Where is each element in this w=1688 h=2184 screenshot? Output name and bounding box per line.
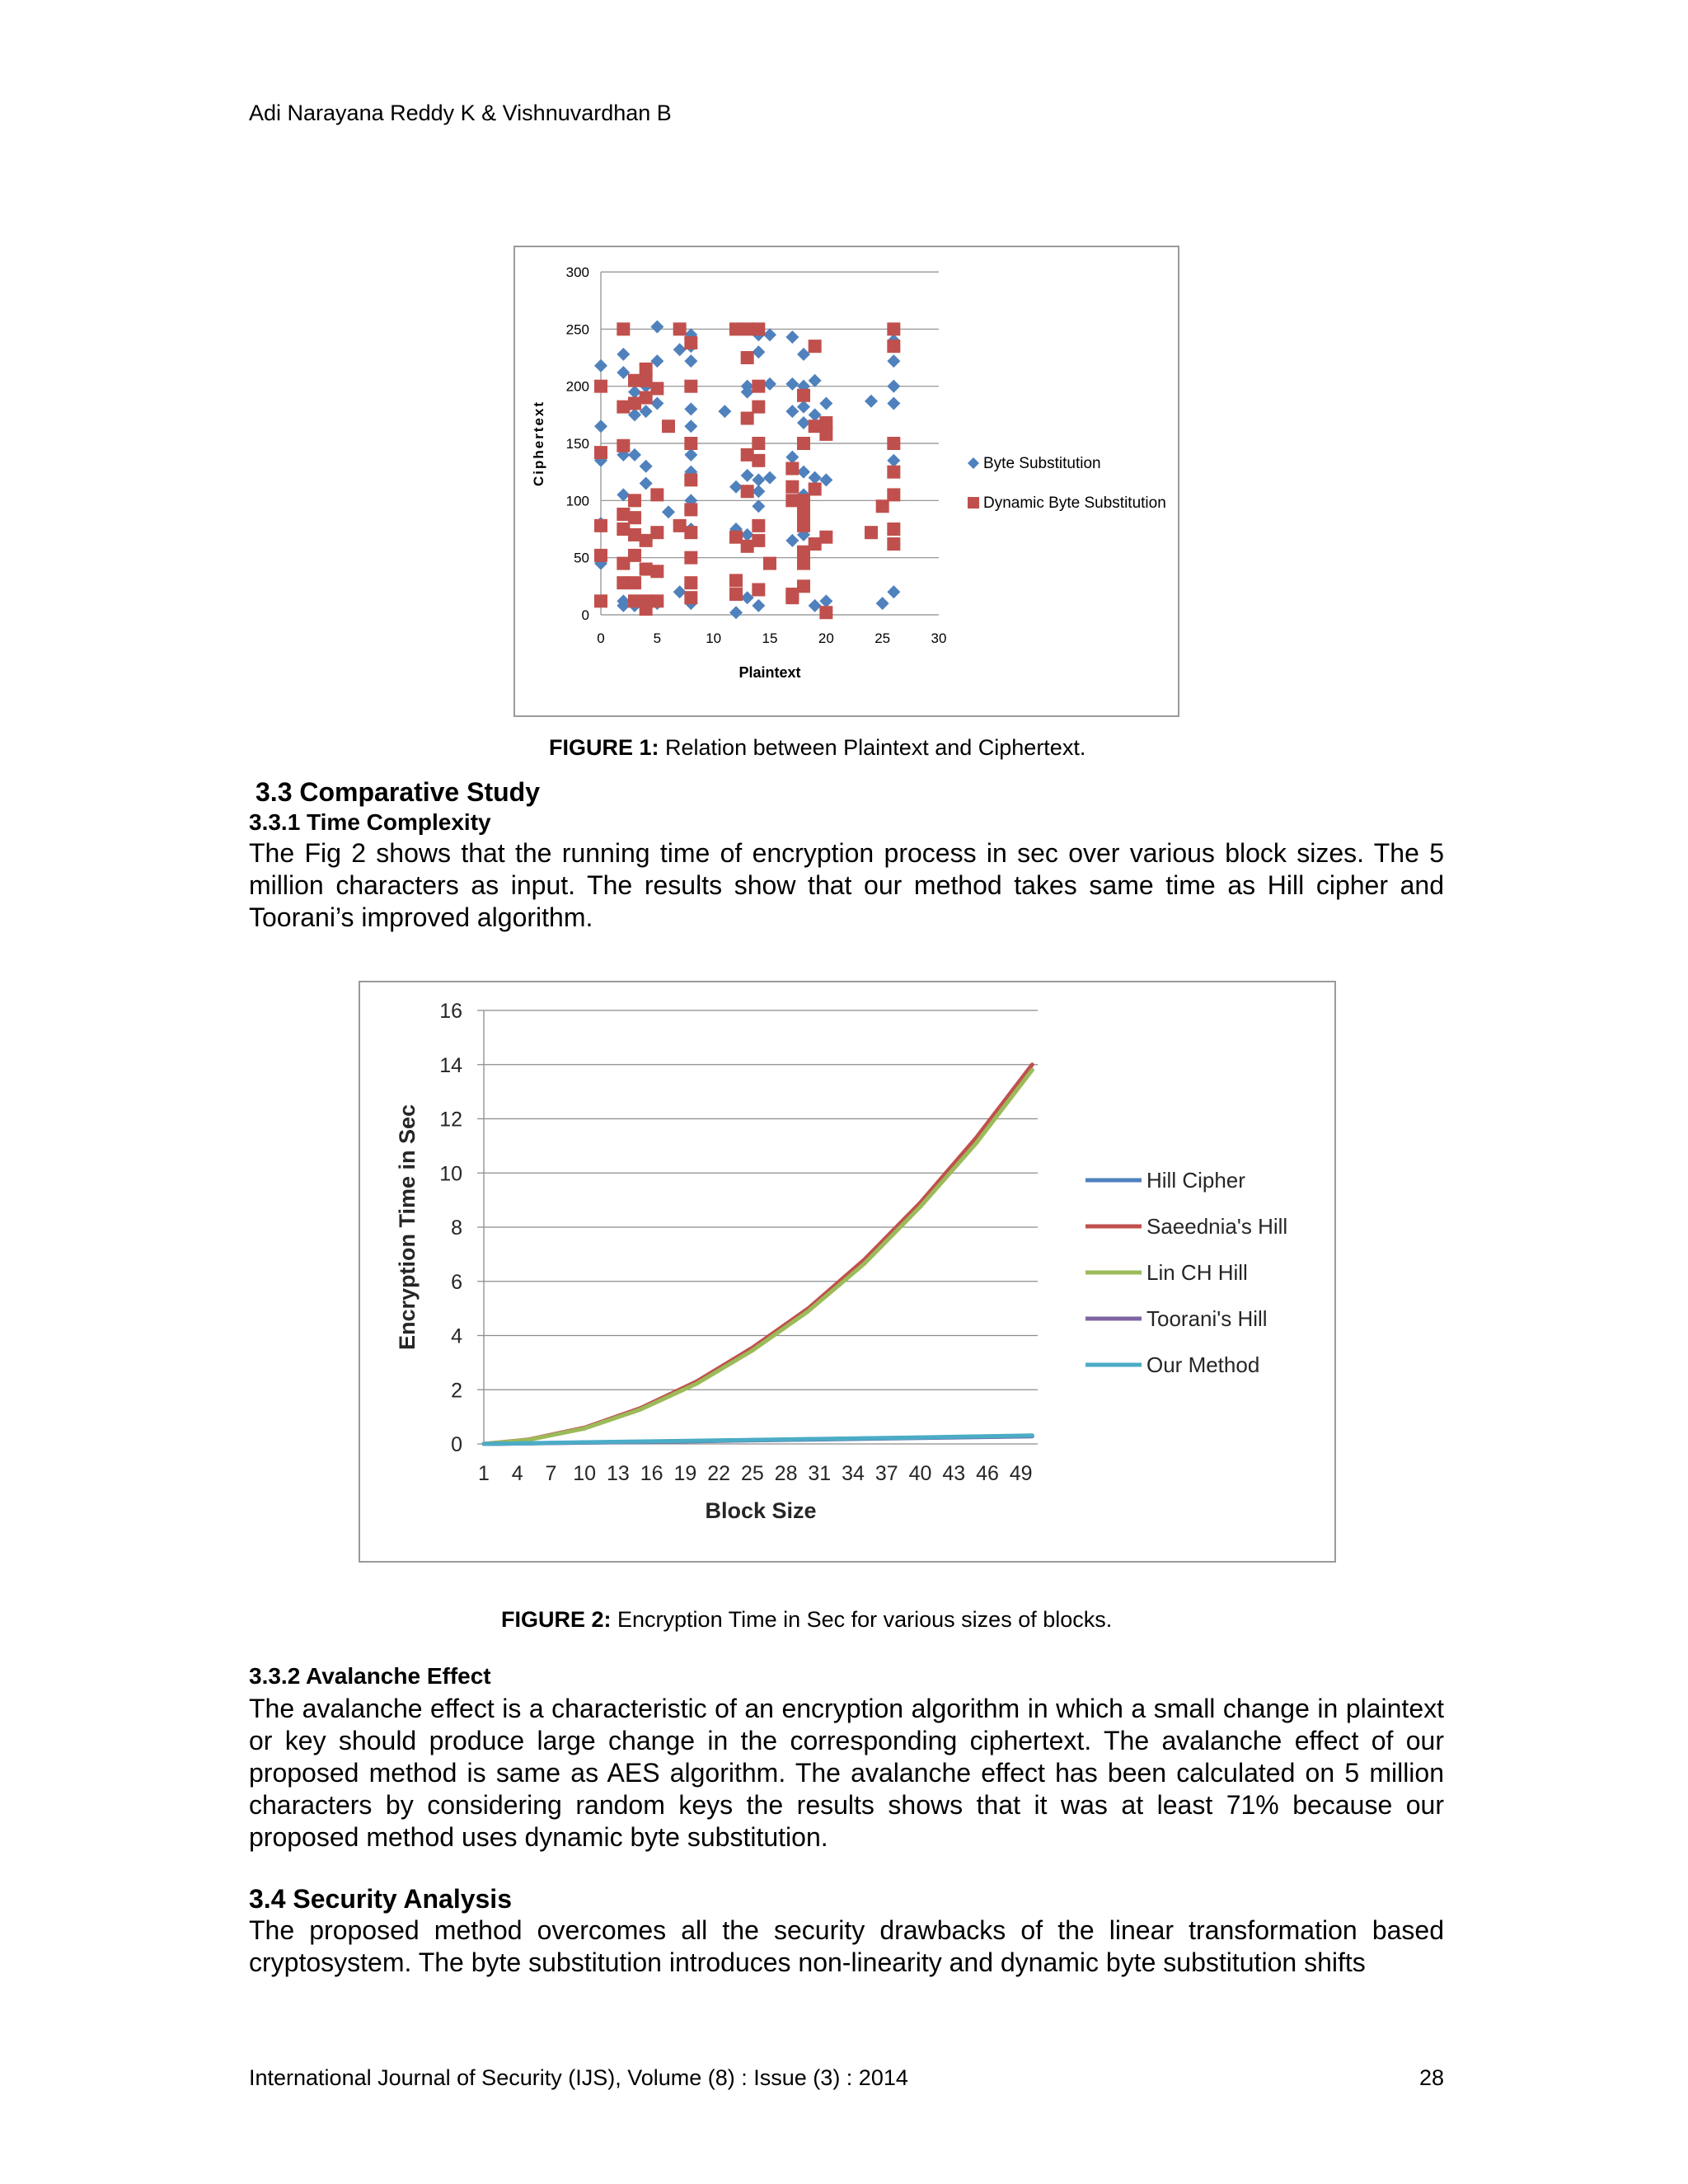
- figure-2-caption-text: Encryption Time in Sec for various sizes of blocks.: [611, 1607, 1113, 1632]
- byte-substitution-point: [797, 466, 810, 479]
- byte-substitution-point: [729, 606, 743, 619]
- legend-label: Toorani's Hill: [1146, 1306, 1268, 1331]
- x-tick-label: 25: [740, 1462, 764, 1485]
- x-tick-label: 0: [597, 630, 605, 646]
- figure-2-chart-frame: [359, 981, 1336, 1563]
- legend-marker-diamond: [968, 457, 979, 469]
- x-tick-label: 46: [976, 1462, 999, 1485]
- x-axis-title: Block Size: [705, 1498, 817, 1523]
- section-3-3-1-heading: 3.3.1 Time Complexity: [249, 809, 491, 835]
- series-line-lin-ch-hill: [484, 1070, 1032, 1444]
- byte-substitution-point: [617, 366, 630, 379]
- y-axis-title: Ciphertext: [531, 400, 546, 487]
- dynamic-byte-substitution-point: [628, 594, 641, 607]
- y-tick-label: 16: [439, 1000, 462, 1023]
- figure-1-caption: [549, 735, 1085, 761]
- section-3-4-paragraph: The proposed method overcomes all the security drawbacks of the linear transformation based cryptosystem. The byte substitution introduces non-linearity and dynamic byte substitution shifts: [249, 1915, 1444, 1977]
- legend-marker-square: [968, 497, 979, 509]
- x-tick-label: 7: [545, 1462, 557, 1485]
- byte-substitution-point: [809, 408, 822, 421]
- dynamic-byte-substitution-point: [617, 401, 630, 414]
- x-tick-label: 49: [1009, 1462, 1033, 1485]
- x-tick-label: 10: [573, 1462, 597, 1485]
- x-tick-label: 22: [707, 1462, 731, 1485]
- legend-label: Dynamic Byte Substitution: [983, 494, 1166, 512]
- byte-substitution-point: [785, 451, 799, 464]
- x-tick-label: 31: [808, 1462, 832, 1485]
- legend-label: Saeednia's Hill: [1146, 1214, 1288, 1239]
- byte-substitution-point: [887, 396, 900, 410]
- y-tick-label: 2: [451, 1379, 462, 1403]
- dynamic-byte-substitution-point: [887, 466, 900, 479]
- byte-substitution-point: [865, 395, 878, 408]
- dynamic-byte-substitution-point: [797, 499, 810, 513]
- dynamic-byte-substitution-point: [785, 462, 799, 476]
- y-tick-label: 6: [451, 1270, 462, 1294]
- byte-substitution-point: [628, 386, 641, 399]
- byte-substitution-point: [752, 499, 765, 513]
- byte-substitution-point: [785, 377, 799, 391]
- dynamic-byte-substitution-point: [684, 503, 697, 516]
- running-header-authors: Adi Narayana Reddy K & Vishnuvardhan B: [249, 101, 672, 125]
- dynamic-byte-substitution-point: [684, 473, 697, 486]
- byte-substitution-point: [752, 473, 765, 486]
- byte-substitution-point: [594, 419, 607, 433]
- byte-substitution-point: [809, 599, 822, 612]
- x-tick-label: 16: [640, 1462, 663, 1485]
- byte-substitution-point: [617, 348, 630, 361]
- dynamic-byte-substitution-point: [594, 594, 607, 607]
- dynamic-byte-substitution-point: [640, 391, 653, 405]
- dynamic-byte-substitution-point: [797, 557, 810, 570]
- dynamic-byte-substitution-point: [763, 557, 776, 570]
- byte-substitution-point: [718, 405, 731, 418]
- dynamic-byte-substitution-point: [640, 534, 653, 547]
- byte-substitution-point: [763, 471, 776, 485]
- byte-substitution-point: [650, 396, 663, 410]
- legend-label: Our Method: [1146, 1352, 1260, 1377]
- y-tick-label: 300: [565, 265, 589, 280]
- figure-2-line-chart: [360, 982, 1334, 1561]
- dynamic-byte-substitution-point: [662, 419, 675, 433]
- dynamic-byte-substitution-point: [752, 437, 765, 450]
- x-tick-label: 28: [774, 1462, 798, 1485]
- x-tick-label: 4: [511, 1462, 523, 1485]
- y-tick-label: 200: [565, 378, 589, 395]
- y-tick-label: 4: [451, 1324, 462, 1348]
- x-tick-label: 37: [874, 1462, 898, 1485]
- figure-2-caption-label: FIGURE 2:: [501, 1607, 612, 1632]
- dynamic-byte-substitution-point: [797, 579, 810, 593]
- dynamic-byte-substitution-point: [729, 322, 743, 335]
- byte-substitution-point: [763, 328, 776, 341]
- byte-substitution-point: [640, 405, 653, 418]
- dynamic-byte-substitution-point: [819, 416, 832, 429]
- section-3-3-1-paragraph: The Fig 2 shows that the running time of encryption process in sec over various block sizes. The 5 million characters as input. The results show that our method takes same time as Hill cipher and Toorani’s improved algorithm.: [249, 838, 1444, 932]
- dynamic-byte-substitution-point: [684, 336, 697, 349]
- y-tick-label: 14: [439, 1053, 462, 1077]
- dynamic-byte-substitution-point: [650, 488, 663, 501]
- dynamic-byte-substitution-point: [819, 531, 832, 544]
- figure-1-chart-frame: [513, 246, 1179, 717]
- x-tick-label: 13: [607, 1462, 630, 1485]
- legend-label: Hill Cipher: [1146, 1168, 1245, 1193]
- byte-substitution-point: [809, 374, 822, 387]
- x-tick-label: 20: [818, 630, 834, 646]
- byte-substitution-point: [662, 505, 675, 518]
- figure-2-caption: [501, 1607, 1112, 1633]
- dynamic-byte-substitution-point: [741, 411, 754, 424]
- byte-substitution-point: [887, 380, 900, 393]
- byte-substitution-point: [684, 448, 697, 462]
- dynamic-byte-substitution-point: [650, 594, 663, 607]
- byte-substitution-point: [876, 597, 889, 610]
- dynamic-byte-substitution-point: [819, 606, 832, 619]
- dynamic-byte-substitution-point: [887, 437, 900, 450]
- y-tick-label: 0: [451, 1433, 462, 1456]
- x-tick-label: 25: [874, 630, 891, 646]
- dynamic-byte-substitution-point: [876, 499, 889, 513]
- dynamic-byte-substitution-point: [752, 583, 765, 596]
- dynamic-byte-substitution-point: [752, 454, 765, 467]
- dynamic-byte-substitution-point: [752, 322, 765, 335]
- x-axis-title: Plaintext: [738, 664, 801, 681]
- dynamic-byte-substitution-point: [594, 446, 607, 459]
- dynamic-byte-substitution-point: [752, 401, 765, 414]
- dynamic-byte-substitution-point: [594, 549, 607, 562]
- dynamic-byte-substitution-point: [752, 519, 765, 532]
- x-tick-label: 1: [478, 1462, 490, 1485]
- section-3-3-2-heading: 3.3.2 Avalanche Effect: [249, 1663, 491, 1689]
- dynamic-byte-substitution-point: [809, 419, 822, 433]
- series-line-our-method: [484, 1436, 1032, 1444]
- byte-substitution-point: [640, 477, 653, 490]
- dynamic-byte-substitution-point: [752, 534, 765, 547]
- byte-substitution-point: [741, 528, 754, 541]
- dynamic-byte-substitution-point: [684, 380, 697, 393]
- y-tick-label: 8: [451, 1216, 462, 1240]
- y-tick-label: 100: [565, 493, 589, 509]
- byte-substitution-point: [684, 402, 697, 415]
- dynamic-byte-substitution-point: [617, 322, 630, 335]
- byte-substitution-point: [819, 473, 832, 486]
- byte-substitution-point: [673, 585, 687, 598]
- dynamic-byte-substitution-point: [785, 494, 799, 507]
- dynamic-byte-substitution-point: [797, 437, 810, 450]
- dynamic-byte-substitution-point: [865, 526, 878, 539]
- dynamic-byte-substitution-point: [650, 565, 663, 578]
- dynamic-byte-substitution-point: [887, 488, 900, 501]
- x-tick-label: 10: [706, 630, 722, 646]
- byte-substitution-point: [673, 343, 687, 356]
- byte-substitution-point: [797, 416, 810, 429]
- byte-substitution-point: [617, 488, 630, 501]
- dynamic-byte-substitution-point: [741, 322, 754, 335]
- byte-substitution-point: [809, 471, 822, 485]
- dynamic-byte-substitution-point: [887, 322, 900, 335]
- dynamic-byte-substitution-point: [628, 549, 641, 562]
- byte-substitution-point: [887, 454, 900, 467]
- dynamic-byte-substitution-point: [741, 485, 754, 498]
- byte-substitution-point: [763, 377, 776, 391]
- dynamic-byte-substitution-point: [617, 439, 630, 452]
- legend-label: Lin CH Hill: [1146, 1260, 1248, 1285]
- dynamic-byte-substitution-point: [887, 537, 900, 551]
- byte-substitution-point: [819, 396, 832, 410]
- byte-substitution-point: [741, 591, 754, 604]
- dynamic-byte-substitution-point: [640, 602, 653, 616]
- byte-substitution-point: [729, 480, 743, 494]
- x-tick-label: 30: [931, 630, 947, 646]
- dynamic-byte-substitution-point: [752, 380, 765, 393]
- byte-substitution-point: [752, 599, 765, 612]
- dynamic-byte-substitution-point: [640, 374, 653, 387]
- dynamic-byte-substitution-point: [797, 389, 810, 402]
- dynamic-byte-substitution-point: [617, 523, 630, 536]
- dynamic-byte-substitution-point: [797, 546, 810, 559]
- byte-substitution-point: [640, 460, 653, 473]
- y-tick-label: 12: [439, 1108, 462, 1132]
- byte-substitution-point: [684, 354, 697, 368]
- byte-substitution-point: [752, 345, 765, 359]
- y-tick-label: 10: [439, 1162, 462, 1186]
- section-3-3-2-paragraph: The avalanche effect is a characteristic of an encryption algorithm in which a small change in plaintext or key should produce large change in the corresponding ciphertext. The avalanche effect of our proposed method is same as AES algorithm. The avalanche effect has been calculated on 5 million characters by considering random keys the results shows that it was at least 71% because our proposed method uses dynamic byte substitution.: [249, 1694, 1444, 1852]
- dynamic-byte-substitution-point: [673, 322, 687, 335]
- byte-substitution-point: [785, 330, 799, 344]
- dynamic-byte-substitution-point: [729, 531, 743, 544]
- byte-substitution-point: [785, 405, 799, 418]
- footer-journal: International Journal of Security (IJS), Volume (8) : Issue (3) : 2014: [249, 2065, 908, 2090]
- byte-substitution-point: [650, 321, 663, 334]
- y-tick-label: 50: [574, 550, 589, 566]
- dynamic-byte-substitution-point: [617, 576, 630, 589]
- dynamic-byte-substitution-point: [650, 382, 663, 395]
- dynamic-byte-substitution-point: [741, 448, 754, 462]
- byte-substitution-point: [887, 354, 900, 368]
- legend-label: Byte Substitution: [983, 455, 1101, 472]
- dynamic-byte-substitution-point: [617, 557, 630, 570]
- dynamic-byte-substitution-point: [628, 511, 641, 524]
- byte-substitution-point: [887, 585, 900, 598]
- y-tick-label: 150: [565, 436, 589, 452]
- dynamic-byte-substitution-point: [809, 537, 822, 551]
- dynamic-byte-substitution-point: [785, 480, 799, 494]
- byte-substitution-point: [819, 594, 832, 607]
- y-axis-title: Encryption Time in Sec: [395, 1104, 420, 1351]
- dynamic-byte-substitution-point: [650, 526, 663, 539]
- dynamic-byte-substitution-point: [887, 340, 900, 353]
- dynamic-byte-substitution-point: [809, 340, 822, 353]
- dynamic-byte-substitution-point: [887, 523, 900, 536]
- byte-substitution-point: [684, 419, 697, 433]
- byte-substitution-point: [650, 354, 663, 368]
- dynamic-byte-substitution-point: [819, 428, 832, 441]
- dynamic-byte-substitution-point: [684, 591, 697, 604]
- dynamic-byte-substitution-point: [628, 396, 641, 410]
- byte-substitution-point: [628, 408, 641, 421]
- dynamic-byte-substitution-point: [741, 540, 754, 553]
- dynamic-byte-substitution-point: [617, 508, 630, 521]
- dynamic-byte-substitution-point: [785, 591, 799, 604]
- dynamic-byte-substitution-point: [684, 551, 697, 565]
- byte-substitution-point: [741, 469, 754, 482]
- dynamic-byte-substitution-point: [729, 574, 743, 587]
- section-3-3-heading: 3.3 Comparative Study: [256, 777, 540, 807]
- byte-substitution-point: [752, 485, 765, 498]
- x-tick-label: 19: [673, 1462, 697, 1485]
- dynamic-byte-substitution-point: [594, 380, 607, 393]
- y-tick-label: 250: [565, 321, 589, 338]
- byte-substitution-point: [797, 401, 810, 414]
- dynamic-byte-substitution-point: [741, 351, 754, 364]
- dynamic-byte-substitution-point: [684, 437, 697, 450]
- x-tick-label: 43: [942, 1462, 966, 1485]
- dynamic-byte-substitution-point: [628, 374, 641, 387]
- dynamic-byte-substitution-point: [684, 526, 697, 539]
- x-tick-label: 40: [908, 1462, 932, 1485]
- footer-page-number: 28: [1418, 2065, 1444, 2090]
- section-3-4-heading: 3.4 Security Analysis: [249, 1884, 512, 1914]
- byte-substitution-point: [628, 448, 641, 462]
- dynamic-byte-substitution-point: [684, 576, 697, 589]
- byte-substitution-point: [594, 359, 607, 373]
- x-tick-label: 15: [762, 630, 778, 646]
- figure-1-caption-text: Relation between Plaintext and Ciphertext.: [659, 735, 1086, 760]
- x-tick-label: 5: [653, 630, 662, 646]
- dynamic-byte-substitution-point: [797, 519, 810, 532]
- dynamic-byte-substitution-point: [729, 588, 743, 601]
- byte-substitution-point: [797, 348, 810, 361]
- dynamic-byte-substitution-point: [628, 528, 641, 541]
- dynamic-byte-substitution-point: [640, 563, 653, 576]
- dynamic-byte-substitution-point: [673, 519, 687, 532]
- byte-substitution-point: [785, 534, 799, 547]
- figure-1-scatter-chart: [515, 247, 1178, 715]
- dynamic-byte-substitution-point: [594, 519, 607, 532]
- dynamic-byte-substitution-point: [809, 482, 822, 495]
- dynamic-byte-substitution-point: [640, 363, 653, 376]
- figure-1-caption-label: FIGURE 1:: [549, 735, 659, 760]
- dynamic-byte-substitution-point: [628, 494, 641, 507]
- dynamic-byte-substitution-point: [628, 576, 641, 589]
- x-tick-label: 34: [842, 1462, 865, 1485]
- y-tick-label: 0: [581, 607, 589, 623]
- series-line-saeednia-s-hill: [484, 1065, 1032, 1444]
